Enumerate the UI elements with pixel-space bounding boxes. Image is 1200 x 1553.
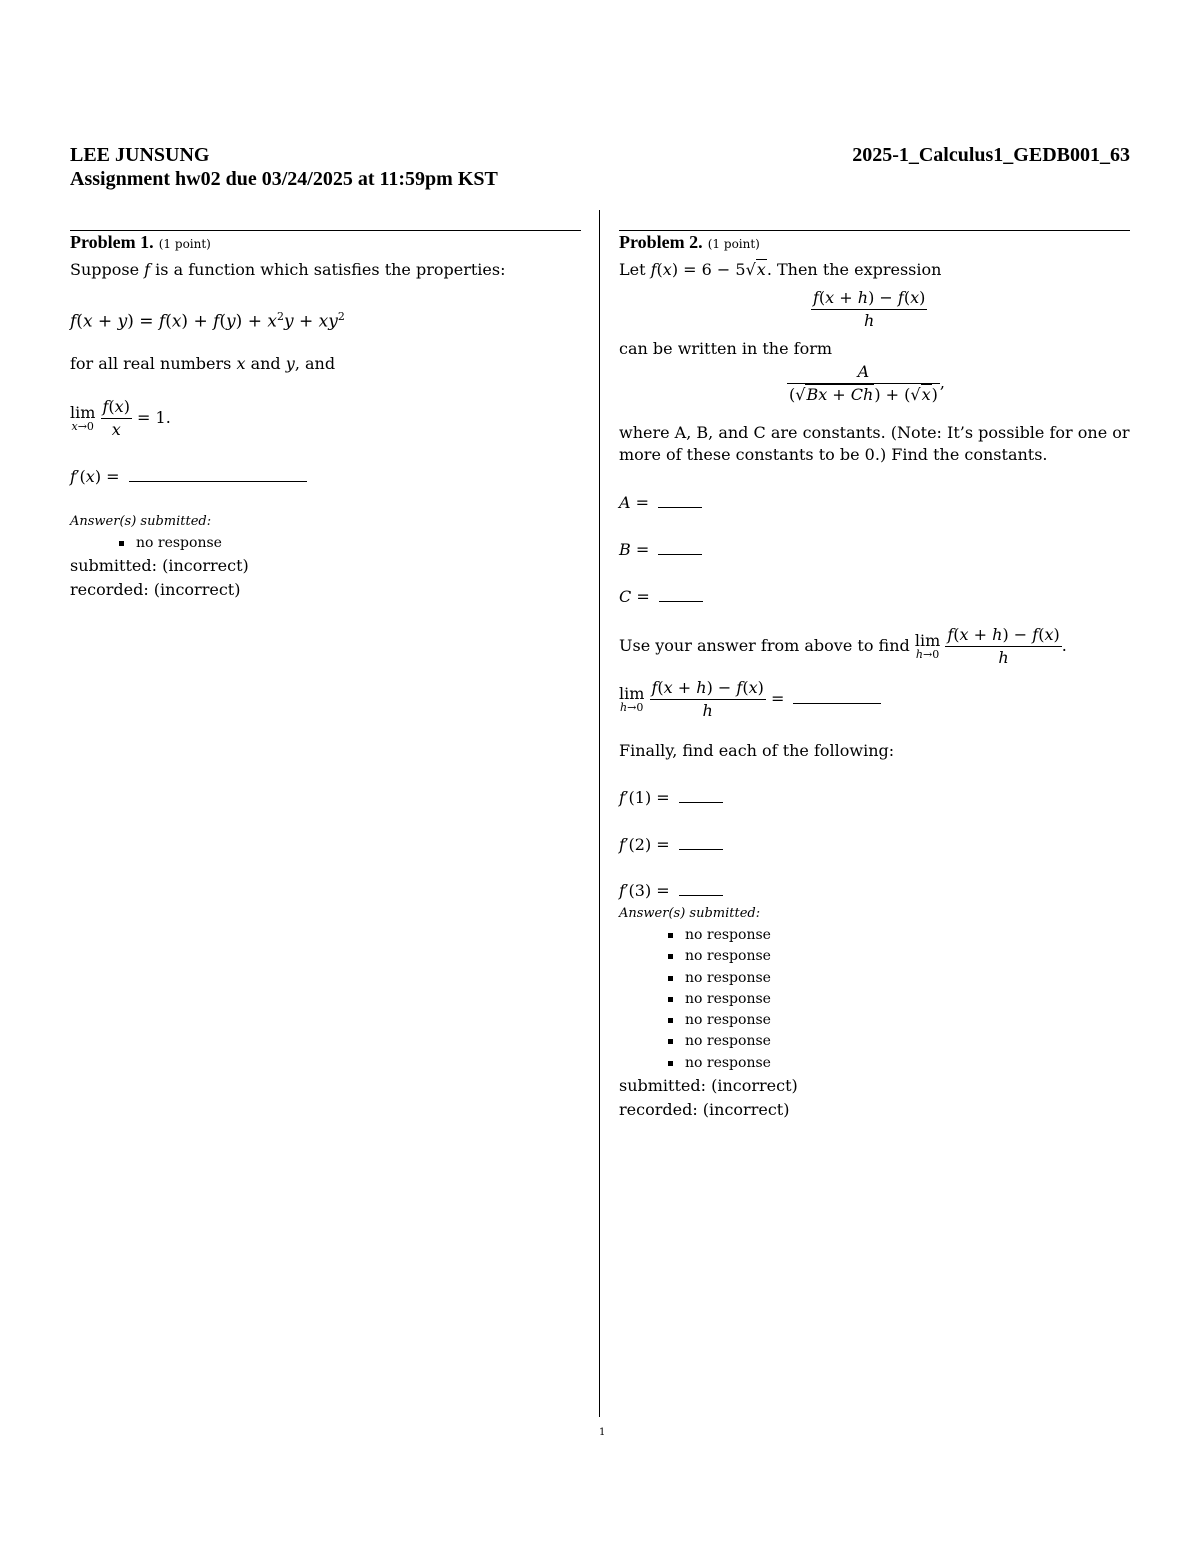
problem-1	[70, 230, 581, 600]
condition-text: for all real numbers	[70, 354, 232, 373]
answer-blank-fprime-2[interactable]	[679, 848, 723, 850]
use-text: Use your answer from above to find	[619, 636, 910, 655]
list-item: no response	[619, 968, 798, 989]
list-item: no response	[619, 1031, 798, 1052]
answer-blank-B[interactable]	[658, 553, 702, 555]
problem-2-intro: Let f(x) = 6 − 5√x. Then the expression	[619, 260, 942, 279]
answer-blank-fprime-1[interactable]	[679, 801, 723, 803]
list-item: no response	[619, 1010, 798, 1031]
recorded-status: recorded: (incorrect)	[619, 1100, 790, 1120]
answer-line-A: A =	[619, 492, 702, 514]
answer-line-fprime-3: f′(3) =	[619, 880, 723, 902]
answers-submitted-label: Answer(s) submitted:	[619, 906, 761, 921]
limit-answer-line: lim h→0 $\frac{f(x + h) - f(x)}{h}$ =	[619, 677, 881, 722]
problem-1-intro: Suppose f is a function which satisfies the properties:	[70, 260, 506, 279]
use-answer-text: Use your answer from above to find lim h→0 $\frac{f(x + h) - f(x)}{h}$ .	[619, 625, 1067, 667]
derivative-answer-line: f′(x) =	[70, 466, 307, 488]
answer-line-fprime-2: f′(2) =	[619, 834, 723, 856]
recorded-status: recorded: (incorrect)	[70, 580, 241, 600]
answer-blank-A[interactable]	[658, 506, 702, 508]
rationalized-form: $\frac{A}{(√Bx + Ch) + (√x)}$ ,	[789, 362, 945, 404]
answer-blank-limit[interactable]	[793, 702, 881, 704]
problem-1-condition: for all real numbers x and y, and	[70, 354, 336, 373]
answers-submitted-label: Answer(s) submitted:	[70, 514, 212, 529]
functional-equation: $f(x + y) = f(x) + f(y) + x^2y + xy^2$	[70, 310, 345, 332]
answer-blank-fprime-3[interactable]	[679, 894, 723, 896]
answer-line-B: B =	[619, 539, 702, 561]
problem-1-response-list	[70, 533, 249, 554]
assignment-title: Assignment hw02 due 03/24/2025 at 11:59pm KST	[70, 168, 498, 190]
page-number: 1	[599, 1427, 606, 1438]
problem-2-response-list	[619, 925, 798, 1074]
problem-1-points: (1 point)	[158, 237, 211, 251]
answer-blank-fprime-x[interactable]	[129, 480, 307, 482]
where-text-2: more of these constants to be 0.) Find the constants.	[619, 445, 1048, 464]
problem-1-intro-prefix: Suppose	[70, 260, 140, 279]
problem-2-title: Problem 2.	[619, 232, 703, 252]
problem-1-title: Problem 1.	[70, 232, 154, 252]
problem-2-heading	[619, 231, 760, 255]
answer-line-fprime-1: f′(1) =	[619, 787, 723, 809]
problem-2-points: (1 point)	[707, 237, 760, 251]
list-item: no response	[619, 1053, 798, 1074]
problem-1-answers	[70, 511, 249, 602]
problem-2-intro-suffix: Then the expression	[776, 260, 942, 279]
answer-line-C: C =	[619, 586, 703, 608]
list-item: no response	[619, 989, 798, 1010]
column-divider	[599, 210, 600, 1417]
difference-quotient: $\frac{f(x + h) - f(x)}{h}$	[813, 288, 926, 330]
limit-condition: lim x→0 $\frac{f(x)}{x}$ = 1.	[70, 397, 171, 439]
submitted-status: submitted: (incorrect)	[619, 1076, 798, 1096]
problem-1-heading	[70, 231, 211, 255]
answer-blank-C[interactable]	[659, 600, 703, 602]
problem-2-intro-prefix: Let	[619, 260, 646, 279]
student-name: LEE JUNSUNG	[70, 144, 210, 166]
problem-1-intro-text: is a function which satisfies the properties:	[155, 260, 506, 279]
finally-text: Finally, find each of the following:	[619, 741, 895, 760]
list-item: no response	[619, 925, 798, 946]
form-text: can be written in the form	[619, 339, 833, 358]
submitted-status: submitted: (incorrect)	[70, 556, 249, 576]
where-text: where A, B, and C are constants. (Note: It’s possible for one or	[619, 423, 1130, 442]
course-code: 2025-1_Calculus1_GEDB001_63	[852, 144, 1130, 166]
problem-2	[619, 230, 1130, 1120]
list-item: no response	[70, 533, 249, 554]
list-item: no response	[619, 946, 798, 967]
condition-and: and	[250, 354, 281, 373]
problem-2-answers	[619, 903, 798, 1122]
